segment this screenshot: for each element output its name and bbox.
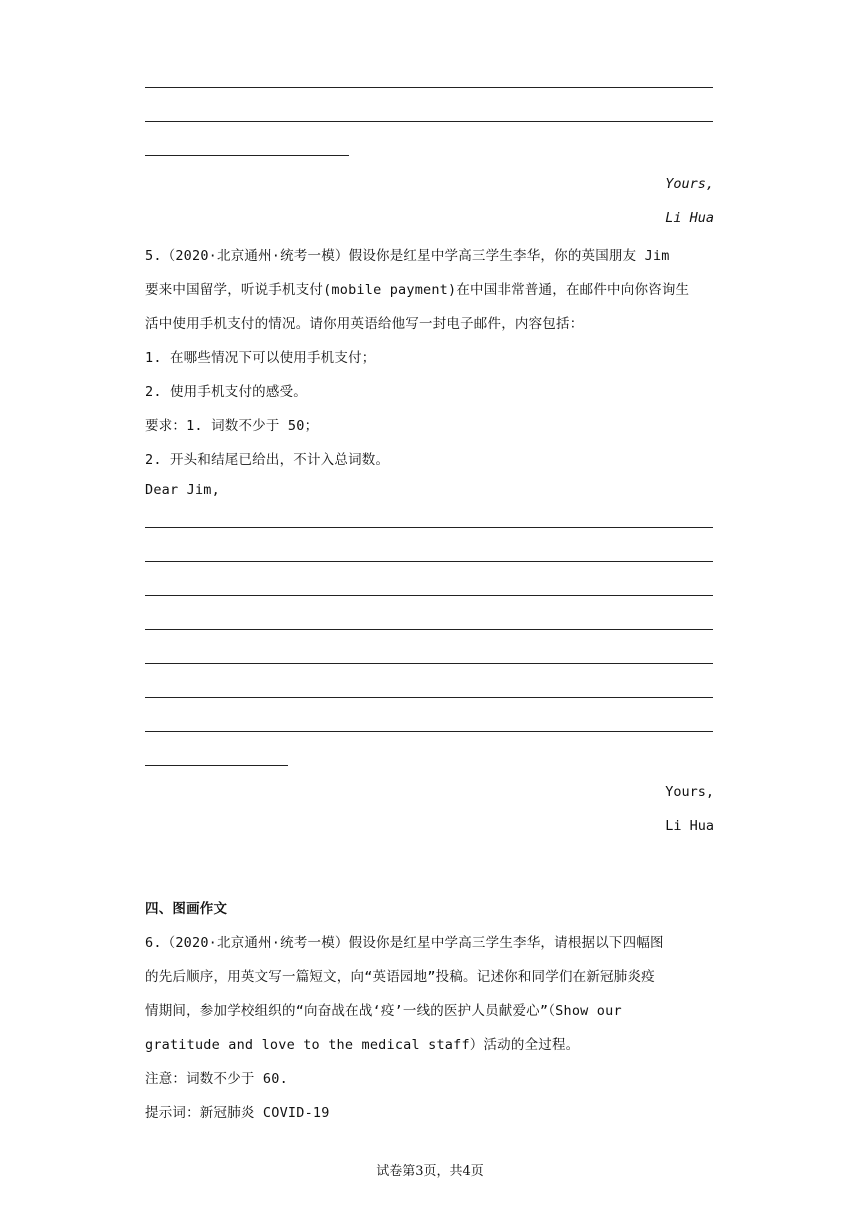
question-5-point: 2. 使用手机支付的感受。 — [145, 384, 307, 400]
answer-line — [145, 87, 713, 88]
question-5-requirement: 2. 开头和结尾已给出，不计入总词数。 — [145, 452, 390, 468]
answer-line[interactable] — [145, 663, 713, 664]
answer-line[interactable] — [145, 629, 713, 630]
answer-line[interactable] — [145, 527, 713, 528]
question-5-text-line: 要来中国留学，听说手机支付(mobile payment)在中国非常普通，在邮件中向你咨询生 — [145, 282, 690, 298]
question-5-text-line: 5.（2020·北京通州·统考一模）假设你是红星中学高三学生李华，你的英国朋友 Jim — [145, 248, 670, 264]
question-5-point: 1. 在哪些情况下可以使用手机支付； — [145, 350, 376, 366]
answer-line[interactable] — [145, 697, 713, 698]
answer-line[interactable] — [145, 731, 713, 732]
question-5-text-line: 活中使用手机支付的情况。请你用英语给他写一封电子邮件，内容包括： — [145, 316, 584, 332]
answer-line-short[interactable] — [145, 765, 288, 766]
letter-closing: Yours, — [665, 176, 714, 192]
question-6-text-line: 6.（2020·北京通州·统考一模）假设你是红星中学高三学生李华，请根据以下四幅图 — [145, 935, 664, 951]
letter-greeting: Dear Jim, — [145, 482, 220, 498]
question-6-text-line: gratitude and love to the medical staff）活动的全过程。 — [145, 1037, 580, 1053]
question-6-hint: 提示词：新冠肺炎 COVID-19 — [145, 1105, 330, 1121]
question-6-text-line: 的先后顺序，用英文写一篇短文，向“英语园地”投稿。记述你和同学们在新冠肺炎疫 — [145, 969, 655, 985]
question-6-note: 注意：词数不少于 60. — [145, 1071, 288, 1087]
letter-signature: Li Hua — [665, 818, 714, 834]
answer-line — [145, 121, 713, 122]
answer-line[interactable] — [145, 561, 713, 562]
section-heading: 四、图画作文 — [145, 901, 228, 917]
letter-closing: Yours, — [665, 784, 714, 800]
page-footer: 试卷第3页，共4页 — [376, 1164, 484, 1179]
answer-line[interactable] — [145, 595, 713, 596]
question-6-text-line: 情期间，参加学校组织的“向奋战在战‘疫’一线的医护人员献爱心”（Show our — [145, 1003, 622, 1019]
question-5-requirement: 要求：1. 词数不少于 50； — [145, 418, 319, 434]
answer-line-short — [145, 155, 349, 156]
letter-signature: Li Hua — [665, 210, 714, 226]
